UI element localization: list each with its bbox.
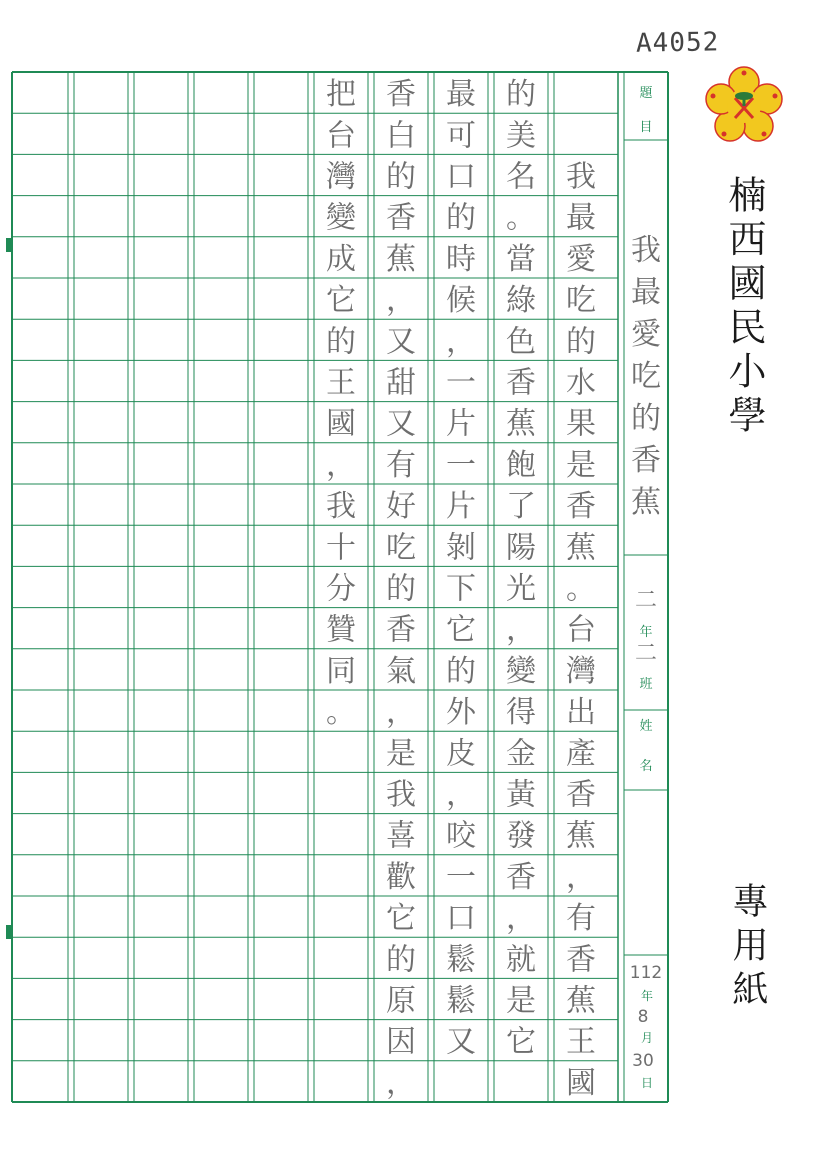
essay-char: 香 [386,77,416,113]
essay-char: 候 [446,283,476,319]
essay-char: 有 [386,447,416,483]
topic-label-2: 目 [639,120,653,135]
essay-char: 灣 [326,159,356,195]
title-char: 我 [631,233,661,268]
class-label: 班 [639,677,653,692]
essay-char: 金 [506,736,536,772]
essay-char: 就 [506,942,536,978]
title-char: 吃 [631,359,661,394]
essay-char: 香 [506,365,536,401]
school-logo [706,67,782,141]
topic-label-1: 題 [639,86,653,101]
essay-char: 王 [326,365,356,401]
essay-char: 國 [566,1065,596,1101]
essay-char: 香 [566,489,596,525]
title-char: 愛 [631,317,661,352]
essay-char: 國 [326,406,356,442]
essay-body [325,77,596,1101]
date-year-label: 年 [640,989,654,1003]
essay-char: 咬 [446,818,476,854]
title-char: 最 [631,275,661,310]
essay-char: 香 [566,777,596,813]
date-day-label: 日 [640,1076,654,1090]
essay-char: 香 [566,942,596,978]
essay-char: 它 [386,901,416,937]
essay-char: 鬆 [446,942,476,978]
essay-char: 口 [446,901,476,937]
essay-char: 因 [386,1024,416,1060]
essay-char: ， [446,777,476,813]
essay-char: 片 [446,406,476,442]
essay-char: ， [446,324,476,360]
essay-char: 十 [326,530,356,566]
essay-char: 最 [566,200,596,236]
essay-char: 蕉 [566,530,596,566]
essay-char: 剝 [446,530,476,566]
essay-char: 水 [566,365,596,401]
essay-char: 綠 [506,283,536,319]
essay-char: 又 [386,406,416,442]
date-day-value: 30 [632,1051,654,1071]
essay-char: 鬆 [446,983,476,1019]
grade-value: 二 [634,588,658,613]
essay-char: 下 [446,571,476,607]
essay-char: 的 [566,324,596,360]
essay-char: 成 [326,241,356,277]
essay-char: 把 [326,77,356,113]
essay-char: 的 [386,571,416,607]
essay-char: 。 [566,571,596,607]
essay-char: 時 [446,241,476,277]
essay-char: 出 [566,695,596,731]
essay-char: 我 [326,489,356,525]
essay-char: 灣 [566,653,596,689]
essay-char: 可 [446,118,476,154]
essay-char: 陽 [506,530,536,566]
essay-char: 最 [446,77,476,113]
essay-char: 變 [326,200,356,236]
essay-char: 名 [506,159,536,195]
name-label-2: 名 [639,759,653,774]
essay-char: 的 [446,200,476,236]
essay-char: 蕉 [566,983,596,1019]
essay-char: 是 [386,736,416,772]
essay-char: 一 [446,859,476,895]
essay-char: 的 [506,77,536,113]
essay-char: 得 [506,695,536,731]
essay-char: 一 [446,447,476,483]
school-name: 楠西國民小學 [722,175,766,439]
essay-char: 變 [506,653,536,689]
essay-char: 台 [566,612,596,648]
essay-char: 一 [446,365,476,401]
essay-char: 有 [566,901,596,937]
essay-char: 愛 [566,241,596,277]
essay-char: ， [386,283,416,319]
essay-char: ， [506,612,536,648]
title-char: 蕉 [631,485,661,520]
essay-char: ， [566,859,596,895]
essay-char: 贊 [326,612,356,648]
essay-char: 了 [506,489,536,525]
essay-char: 光 [506,571,536,607]
essay-char: 它 [506,1024,536,1060]
essay-char: 蕉 [566,818,596,854]
essay-char: 美 [506,118,536,154]
class-value: 二 [634,641,658,666]
essay-char: 皮 [446,736,476,772]
essay-char: 又 [386,324,416,360]
essay-char: ， [326,447,356,483]
essay-char: 發 [506,818,536,854]
essay-char: 我 [386,777,416,813]
essay-char: ， [386,1065,416,1101]
essay-char: 的 [326,324,356,360]
essay-char: 同 [326,653,356,689]
essay-char: 香 [386,612,416,648]
essay-char: 產 [566,736,596,772]
essay-char: 蕉 [386,241,416,277]
essay-char: 甜 [386,365,416,401]
essay-char: 片 [446,489,476,525]
essay-char: 。 [506,200,536,236]
essay-char: 蕉 [506,406,536,442]
essay-char: 氣 [386,653,416,689]
essay-char: 當 [506,241,536,277]
essay-char: 是 [506,983,536,1019]
essay-char: 白 [386,118,416,154]
essay-char: 香 [386,200,416,236]
essay-char: 吃 [386,530,416,566]
essay-char: 外 [446,695,476,731]
essay-char: 飽 [506,447,536,483]
essay-char: 黃 [506,777,536,813]
date-month-value: 8 [637,1007,649,1027]
essay-char: 口 [446,159,476,195]
left-registration-mark-bottom [6,925,12,939]
title-char: 香 [631,443,661,478]
essay-char: 是 [566,447,596,483]
essay-char: 分 [326,571,356,607]
essay-char: 我 [566,159,596,195]
essay-char: ， [506,901,536,937]
essay-char: 好 [386,489,416,525]
essay-char: 的 [386,942,416,978]
essay-char: 它 [446,612,476,648]
essay-title-column [631,233,661,520]
essay-char: 台 [326,118,356,154]
essay-char: 吃 [566,283,596,319]
essay-char: 王 [566,1024,596,1060]
essay-char: 原 [386,983,416,1019]
document-code: A4052 [635,27,720,59]
essay-char: 歡 [386,859,416,895]
essay-char: 果 [566,406,596,442]
essay-char: 喜 [386,818,416,854]
date-month-label: 月 [640,1031,654,1045]
grade-label: 年 [639,625,653,640]
name-label-1: 姓 [639,719,653,734]
essay-char: 。 [326,695,356,731]
essay-char: 又 [446,1024,476,1060]
essay-char: 它 [326,283,356,319]
essay-char: 的 [446,653,476,689]
title-char: 的 [631,401,661,436]
essay-char: 色 [506,324,536,360]
essay-char: 香 [506,859,536,895]
essay-char: ， [386,695,416,731]
essay-char: 的 [386,159,416,195]
left-registration-mark-top [6,238,12,252]
date-year-value: 112 [629,963,663,983]
special-paper-label: 專用紙 [727,882,768,1014]
